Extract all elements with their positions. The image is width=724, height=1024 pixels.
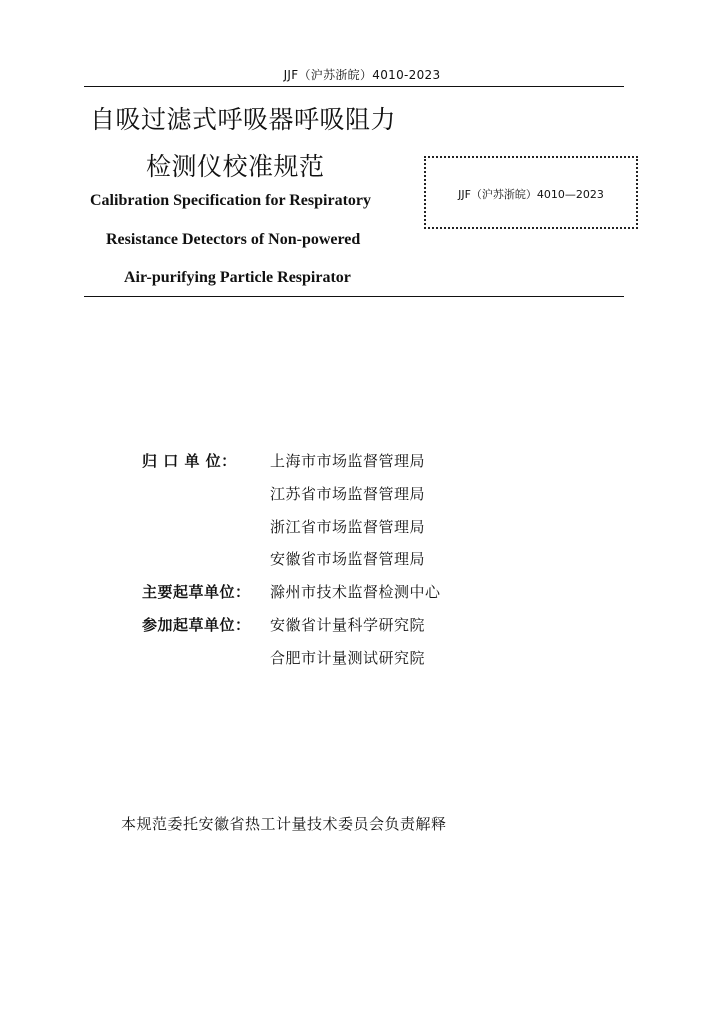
title-en-line-2: Resistance Detectors of Non-powered (106, 231, 361, 248)
main-drafter-label: 主要起草单位： (142, 583, 251, 601)
code-box-text: JJF（沪苏浙皖）4010—2023 (458, 188, 604, 201)
bottom-divider (84, 296, 624, 297)
title-cn-line-2: 检测仪校准规范 (146, 152, 325, 181)
interpretation-note: 本规范委托安徽省热工计量技术委员会负责解释 (121, 815, 447, 833)
participating-drafter-label: 参加起草单位： (142, 616, 251, 634)
centralized-unit-label: 归 口 单 位： (142, 452, 237, 470)
title-en-line-3: Air-purifying Particle Respirator (124, 269, 351, 286)
title-cn-line-1: 自吸过滤式呼吸器呼吸阻力 (90, 105, 397, 134)
code-box (424, 156, 638, 229)
participating-unit-2: 合肥市计量测试研究院 (270, 649, 426, 667)
top-divider (84, 86, 624, 87)
document-code-header: JJF（沪苏浙皖）4010-2023 (283, 68, 441, 82)
main-drafter-unit: 滁州市技术监督检测中心 (270, 583, 441, 601)
centralized-unit-3: 浙江省市场监督管理局 (270, 518, 426, 536)
title-en-line-1: Calibration Specification for Respiratory (90, 192, 372, 209)
participating-unit-1: 安徽省计量科学研究院 (270, 616, 426, 634)
centralized-unit-1: 上海市市场监督管理局 (270, 452, 426, 470)
centralized-unit-4: 安徽省市场监督管理局 (270, 550, 426, 568)
centralized-unit-2: 江苏省市场监督管理局 (270, 485, 426, 503)
